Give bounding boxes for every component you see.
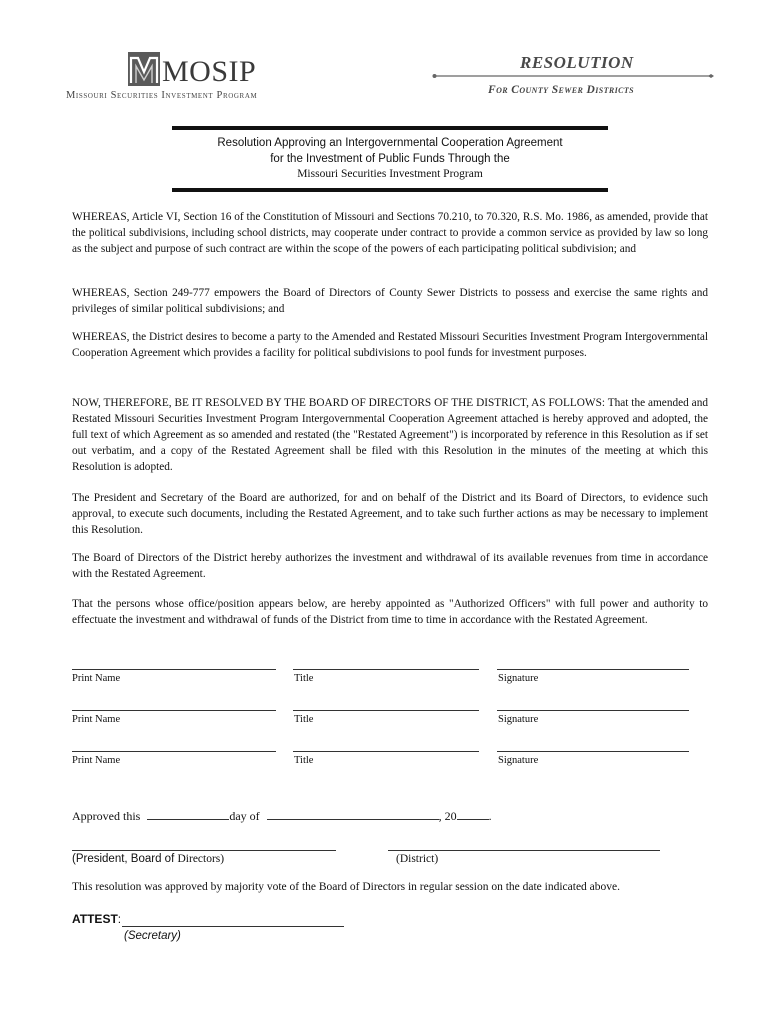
president-label xyxy=(72,853,224,865)
title-line-3: Missouri Securities Investment Program xyxy=(297,168,483,180)
logo-wordmark: MOSIP xyxy=(162,55,257,88)
print-name-label: Print Name xyxy=(72,755,121,766)
day-of-label: day of xyxy=(229,809,260,823)
month-field[interactable] xyxy=(267,807,439,820)
president-signature-field[interactable] xyxy=(72,850,336,851)
title-label: Title xyxy=(294,714,314,725)
year-suffix-label: . xyxy=(488,809,492,823)
majority-vote-statement: This resolution was approved by majority vote of the Board of Directors in regular session on the date indicated above. xyxy=(72,881,621,893)
attest-label xyxy=(72,912,121,926)
year-field[interactable] xyxy=(457,807,489,820)
print-name-field[interactable] xyxy=(72,751,276,752)
year-prefix-label: , 20 xyxy=(438,809,457,823)
secretary-label: (Secretary) xyxy=(124,930,181,942)
resolution-subheading: For County Sewer Districts xyxy=(488,84,634,96)
title-label: Title xyxy=(294,755,314,766)
title-line-2: for the Investment of Public Funds Through the xyxy=(270,153,510,165)
title-label: Title xyxy=(294,673,314,684)
authorization-paragraph: The President and Secretary of the Board are authorized, for and on behalf of the District and its Board of Directors, to evidence such approval, to execute such documents, including the Restated Agreement, and to take such further actions as may be necessary to implement this Resolution. xyxy=(72,492,708,536)
print-name-label: Print Name xyxy=(72,673,121,684)
title-line-1: Resolution Approving an Intergovernmental Cooperation Agreement xyxy=(217,137,563,149)
attest-label-text: ATTEST xyxy=(72,912,118,926)
title-field[interactable] xyxy=(293,669,479,670)
day-field[interactable] xyxy=(147,807,229,820)
title-field[interactable] xyxy=(293,710,479,711)
mosip-logo xyxy=(128,52,328,94)
logo-subtitle: Missouri Securities Investment Program xyxy=(66,90,258,101)
district-label: (District) xyxy=(396,853,439,865)
attest-colon: : xyxy=(117,912,122,926)
print-name-field[interactable] xyxy=(72,710,276,711)
heading-divider xyxy=(432,74,714,78)
resolved-paragraph: NOW, THEREFORE, BE IT RESOLVED BY THE BOARD OF DIRECTORS OF THE DISTRICT, AS FOLLOWS: That the amended and Restated Missouri Securities Investment Program Intergovernmental Cooperation Agreement attached is hereby approved and adopted, the full text of which Agreement as so amended and restated (the "Restated Agreement") is incorporated by reference in this Resolution as if set out verbatim, and a copy of the Restated Agreement shall be filed with this Resolution in the minutes of the meeting at which this Resolution is adopted. xyxy=(72,397,708,473)
investment-paragraph: The Board of Directors of the District hereby authorizes the investment and withdrawal of its available revenues from time in accordance with the Restated Agreement. xyxy=(72,552,708,580)
print-name-label: Print Name xyxy=(72,714,121,725)
signature-field[interactable] xyxy=(497,751,689,752)
signature-label: Signature xyxy=(498,673,539,684)
approved-this-label: Approved this xyxy=(72,809,141,823)
signature-field[interactable] xyxy=(497,710,689,711)
authorized-officers-paragraph: That the persons whose office/position appears below, are hereby appointed as "Authorized Officers" with full power and authority to effectuate the investment and withdrawal of funds of the District from time to time in accordance with the Restated Agreement. xyxy=(72,598,708,626)
signature-field[interactable] xyxy=(497,669,689,670)
whereas-section-paragraph: WHEREAS, Section 249-777 empowers the Board of Directors of County Sewer Districts to possess and exercise the same rights and privileges of similar political subdivisions; and xyxy=(72,287,708,315)
signature-label: Signature xyxy=(498,755,539,766)
secretary-signature-field[interactable] xyxy=(122,926,344,927)
president-label-part-a: (President, Board of xyxy=(72,853,178,865)
title-field[interactable] xyxy=(293,751,479,752)
whereas-district-paragraph: WHEREAS, the District desires to become a party to the Amended and Restated Missouri Securities Investment Program Intergovernmental Cooperation Agreement which provides a facility for political subdivisions to pool funds for investment purposes. xyxy=(72,331,708,359)
print-name-field[interactable] xyxy=(72,669,276,670)
signature-label: Signature xyxy=(498,714,539,725)
mosip-logo-mark-icon xyxy=(128,52,160,86)
district-name-field[interactable] xyxy=(388,850,660,851)
resolution-heading: RESOLUTION xyxy=(520,53,634,72)
approval-line xyxy=(72,807,492,824)
president-label-part-b: Directors) xyxy=(177,853,225,865)
title-box xyxy=(172,126,608,192)
whereas-constitution-paragraph: WHEREAS, Article VI, Section 16 of the Constitution of Missouri and Sections 70.210, to 70.320, R.S. Mo. 1986, as amended, provide that the political subdivisions, including school districts, may cooperate under contract to provide a common service as provided by law so long as the subject and purpose of such contract are within the scope of the powers of each participating political subdivision; and xyxy=(72,211,708,255)
